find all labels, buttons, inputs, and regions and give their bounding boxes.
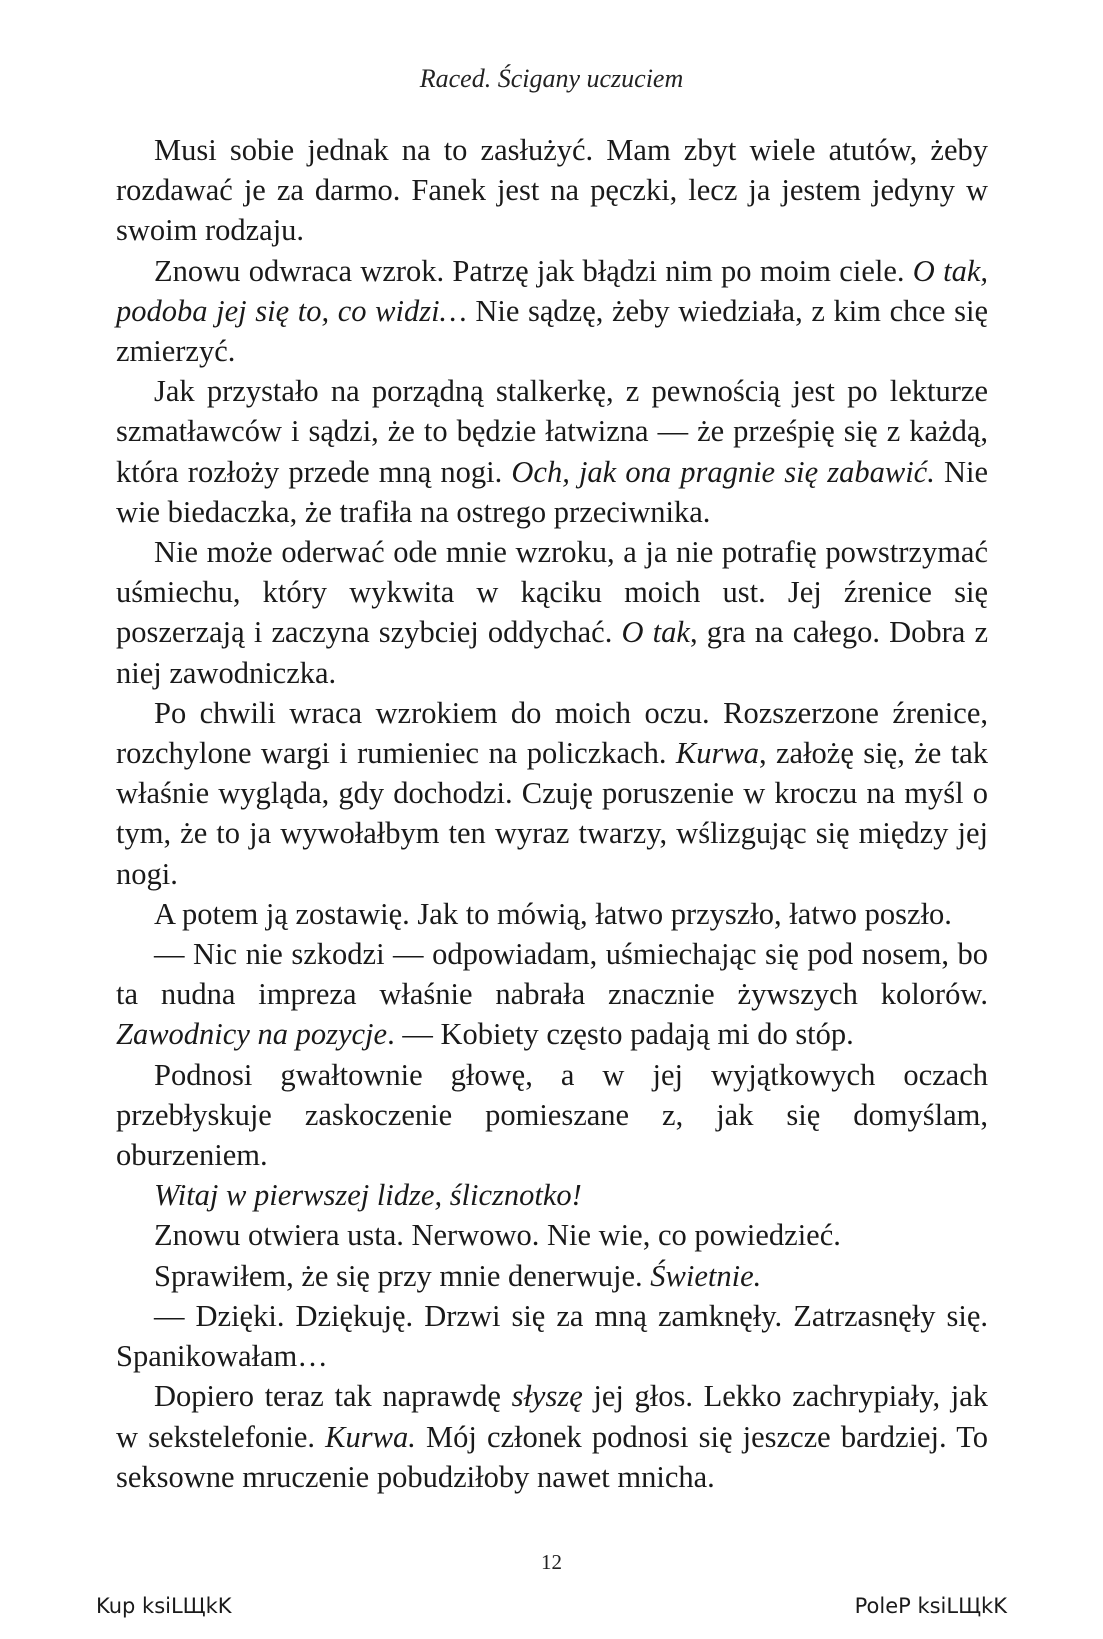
italic-text: Kurwa bbox=[675, 736, 759, 771]
text-run: — Nic nie szkodzi — odpowiadam, uśmiechając się pod nosem, bo ta nudna impreza właśnie nabrała znacznie żywszych kolorów. bbox=[116, 937, 988, 1012]
text-run: jej głos. Lekko zachrypiały, jak w sekstelefonie. bbox=[116, 1379, 989, 1454]
italic-text: O tak bbox=[621, 615, 690, 650]
buy-book-link[interactable]: Kup ksiLЩkK bbox=[96, 1594, 232, 1618]
recommend-book-link[interactable]: PoleP ksiLЩkK bbox=[854, 1594, 1007, 1618]
paragraph bbox=[116, 532, 988, 693]
text-run: Nie sądzę, żeby wiedziała, z kim chce się zmierzyć. bbox=[116, 293, 988, 369]
paragraph bbox=[116, 1376, 988, 1497]
text-run: . — Kobiety często padają mi do stóp. bbox=[387, 1017, 854, 1052]
page-number: 12 bbox=[541, 1550, 562, 1574]
italic-text: słyszę bbox=[511, 1379, 583, 1414]
italic-text: Witaj w pierwszej lidze, ślicznotko! bbox=[154, 1178, 582, 1213]
paragraph bbox=[116, 251, 988, 372]
paragraph bbox=[116, 1296, 988, 1376]
paragraph bbox=[116, 1215, 988, 1255]
text-run: Mój członek podnosi się jeszcze bardziej. To seksowne mruczenie pobudziłoby nawet mnicha. bbox=[116, 1419, 988, 1494]
text-run: Nie wie biedaczka, że trafiła na ostrego przeciwnika. bbox=[116, 454, 988, 529]
text-run: Podnosi gwałtownie głowę, a w jej wyjątkowych oczach przebłyskuje zaskoczenie pomieszane z, jak się domyślam, oburzeniem. bbox=[116, 1057, 988, 1173]
text-run: Znowu odwraca wzrok. Patrzę jak błądzi nim po moim ciele. bbox=[154, 253, 913, 288]
text-run: , gra na całego. Dobra z niej zawodniczka. bbox=[116, 615, 988, 690]
text-run: Po chwili wraca wzrokiem do moich oczu. Rozszerzone źrenice, rozchylone wargi i rumieniec na policzkach. bbox=[116, 695, 988, 771]
text-run: Nie może oderwać ode mnie wzroku, a ja nie potrafię powstrzymać uśmiechu, który wykwita w kąciku moich ust. Jej źrenice się poszerzają i zaczyna szybciej oddychać. bbox=[116, 535, 988, 650]
text-run: — Dzięki. Dziękuję. Drzwi się za mną zamknęły. Zatrzasnęły się. Spanikowałam… bbox=[116, 1298, 988, 1374]
paragraph bbox=[116, 693, 988, 894]
paragraph bbox=[116, 934, 988, 1055]
italic-text: Świetnie. bbox=[650, 1258, 762, 1293]
italic-text: Zawodnicy na pozycje bbox=[116, 1017, 388, 1052]
text-run: Jak przystało na porządną stalkerkę, z pewnością jest po lekturze szmatławców i sądzi, że to będzie łatwizna — że prześpię się z każdą, która rozłoży przede mną nogi. bbox=[116, 374, 988, 489]
italic-text: Kurwa. bbox=[325, 1419, 416, 1454]
text-run: Musi sobie jednak na to zasłużyć. Mam zbyt wiele atutów, żeby rozdawać je za darmo. Fanek jest na pęczki, lecz ja jestem jedyny w swoim rodzaju. bbox=[116, 133, 988, 248]
paragraph bbox=[116, 371, 988, 532]
text-run: Dopiero teraz tak naprawdę bbox=[154, 1379, 512, 1414]
text-run: , założę się, że tak właśnie wygląda, gdy dochodzi. Czuję poruszenie w kroczu na myśl o tym, że to ja wywołałbym ten wyraz twarzy, wślizgując się między jej nogi. bbox=[116, 736, 989, 891]
paragraph bbox=[116, 1256, 988, 1296]
italic-text: O tak, podoba jej się to, co widzi… bbox=[116, 253, 988, 328]
paragraph bbox=[116, 1055, 988, 1176]
text-run: Sprawiłem, że się przy mnie denerwuje. bbox=[154, 1258, 651, 1293]
paragraph bbox=[116, 1175, 988, 1215]
italic-text: Och, jak ona pragnie się zabawić. bbox=[511, 454, 935, 489]
body-text bbox=[116, 130, 988, 1497]
running-head: Raced. Ścigany uczuciem bbox=[419, 64, 684, 93]
text-run: A potem ją zostawię. Jak to mówią, łatwo przyszło, łatwo poszło. bbox=[154, 896, 952, 931]
paragraph bbox=[116, 894, 988, 934]
paragraph bbox=[116, 130, 988, 251]
text-run: Znowu otwiera usta. Nerwowo. Nie wie, co powiedzieć. bbox=[154, 1218, 841, 1253]
